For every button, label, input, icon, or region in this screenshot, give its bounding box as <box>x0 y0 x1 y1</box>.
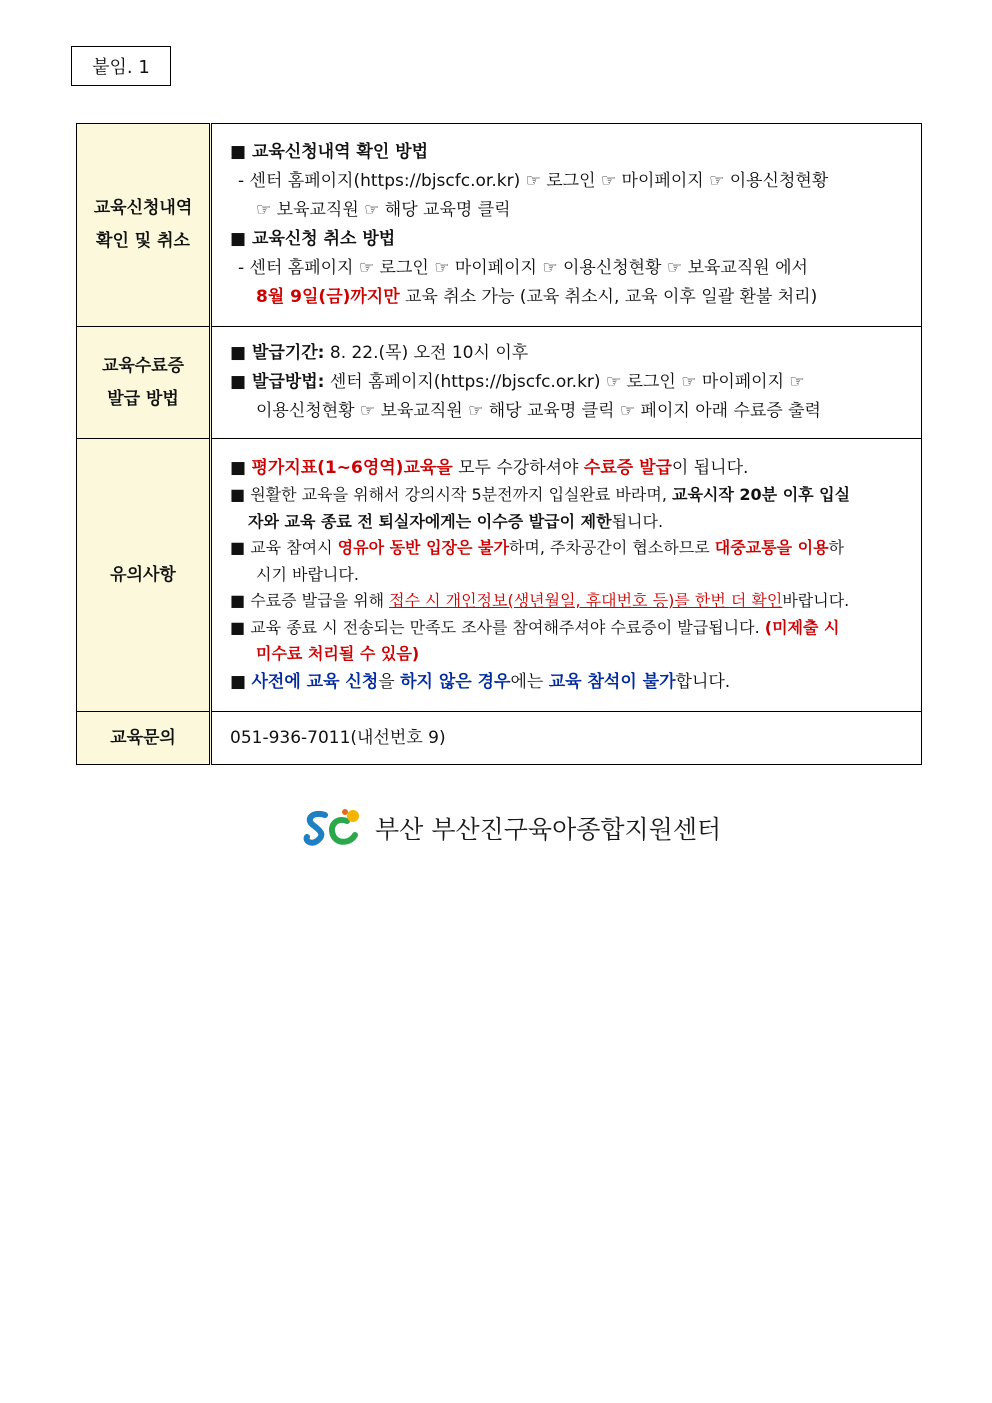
bullet: ■ <box>230 671 252 692</box>
list-item <box>230 535 913 562</box>
highlight-bold: 교육시작 20분 이후 입실 <box>672 485 851 505</box>
cancel-deadline: 8월 9일(금)까지만 <box>256 287 400 307</box>
list-item: - 센터 홈페이지 ☞ 로그인 ☞ 마이페이지 ☞ 이용신청현황 ☞ 보육교직원 에서 <box>238 258 808 278</box>
highlight-red: 미수료 처리될 수 있음) <box>256 644 420 664</box>
highlight-red: 평가지표(1~6영역)교육을 <box>251 458 453 479</box>
info-table <box>76 123 922 765</box>
table-row-certificate <box>77 327 922 439</box>
text: ■ 수료증 발급을 위해 <box>230 591 390 611</box>
text: ■ 원활한 교육을 위해서 강의시작 5분전까지 입실완료 바라며, <box>230 485 673 505</box>
list-item: 시기 바랍니다. <box>256 564 359 584</box>
text: 이 됩니다. <box>671 458 749 479</box>
highlight-red-underline: 접수 시 개인정보(생년월일, 휴대번호 등)를 한번 더 확인 <box>389 591 783 611</box>
footer-center-name: 부산진구육아종합지원센터 <box>431 815 722 844</box>
text: 합니다. <box>675 671 731 692</box>
list-item <box>230 368 911 397</box>
header-line: 확인 및 취소 <box>96 231 190 251</box>
text: 하 <box>828 538 844 558</box>
table-row-notes <box>77 439 922 712</box>
text: 됩니다. <box>611 511 664 531</box>
list-item <box>230 509 913 536</box>
table-row-contact <box>77 712 922 765</box>
text: 모두 수강하셔야 <box>452 458 584 479</box>
list-item <box>230 588 913 615</box>
highlight-bold: 자와 교육 종료 전 퇴실자에게는 이수증 발급이 제한 <box>248 511 612 531</box>
row-body-apply-check <box>211 124 922 327</box>
list-item: - 센터 홈페이지(https://bjscfc.or.kr) ☞ 로그인 ☞ 마이페이지 ☞ 이용신청현황 <box>238 171 829 191</box>
header-line: 교육신청내역 <box>93 198 193 218</box>
row-body-contact <box>211 712 922 765</box>
header-line: 유의사항 <box>110 564 176 585</box>
highlight-red: 영유아 동반 입장은 불가 <box>337 538 509 558</box>
text: ■ 교육 종료 시 전송되는 만족도 조사를 참여해주셔야 수료증이 발급됩니다. <box>230 617 765 637</box>
header-line: 발급 방법 <box>107 388 179 409</box>
issue-period-label: ■ 발급기간: <box>230 343 325 363</box>
highlight-red: 대중교통을 이용 <box>714 538 829 558</box>
footer-logo-text: 부산 <box>375 815 424 844</box>
bullet: ■ <box>230 458 252 479</box>
text: 하며, 주차공간이 협소하므로 <box>508 538 715 558</box>
highlight-red: 수료증 발급 <box>583 458 672 479</box>
list-item <box>230 668 913 696</box>
highlight-blue: 사전에 교육 신청 <box>251 671 379 692</box>
issue-period-value: 8. 22.(목) 오전 10시 이후 <box>324 343 529 363</box>
text: ■ 교육 참여시 <box>230 538 338 558</box>
list-item: ☞ 보육교직원 ☞ 해당 교육명 클릭 <box>256 200 511 220</box>
attachment-label: 붙임. 1 <box>71 46 171 86</box>
list-item <box>230 615 913 642</box>
list-item <box>230 339 911 368</box>
list-item <box>230 482 913 509</box>
text: 을 <box>378 671 401 692</box>
issue-method-label: ■ 발급방법: <box>230 372 325 392</box>
header-line: 교육문의 <box>110 727 176 748</box>
header-line: 교육수료증 <box>101 355 185 376</box>
list-item <box>230 454 913 482</box>
issue-method-value: 센터 홈페이지(https://bjscfc.or.kr) ☞ 로그인 ☞ 마이페이지 ☞ <box>324 372 805 392</box>
list-item: ■ 교육신청내역 확인 방법 <box>230 142 429 162</box>
list-item <box>230 641 913 668</box>
row-header-notes <box>77 439 211 712</box>
row-header-apply-check <box>77 124 211 327</box>
highlight-blue: 하지 않은 경우 <box>400 671 511 692</box>
row-body-certificate <box>211 327 922 439</box>
cancel-note: 교육 취소 가능 (교육 취소시, 교육 이후 일괄 환불 처리) <box>399 287 818 307</box>
text: 에는 <box>510 671 549 692</box>
highlight-blue: 교육 참석이 불가 <box>548 671 676 692</box>
text: 바랍니다. <box>782 591 850 611</box>
row-body-notes <box>211 439 922 712</box>
contact-phone: 051-936-7011(내선번호 9) <box>230 727 446 748</box>
row-header-contact <box>77 712 211 765</box>
highlight-red: (미제출 시 <box>764 617 840 637</box>
row-header-certificate <box>77 327 211 439</box>
list-item: ■ 교육신청 취소 방법 <box>230 229 396 249</box>
center-logo-icon <box>303 807 367 849</box>
list-item <box>230 283 911 312</box>
table-row-apply-check <box>77 124 922 327</box>
list-item: 이용신청현황 ☞ 보육교직원 ☞ 해당 교육명 클릭 ☞ 페이지 아래 수료증 출력 <box>256 401 821 421</box>
footer <box>303 806 721 850</box>
